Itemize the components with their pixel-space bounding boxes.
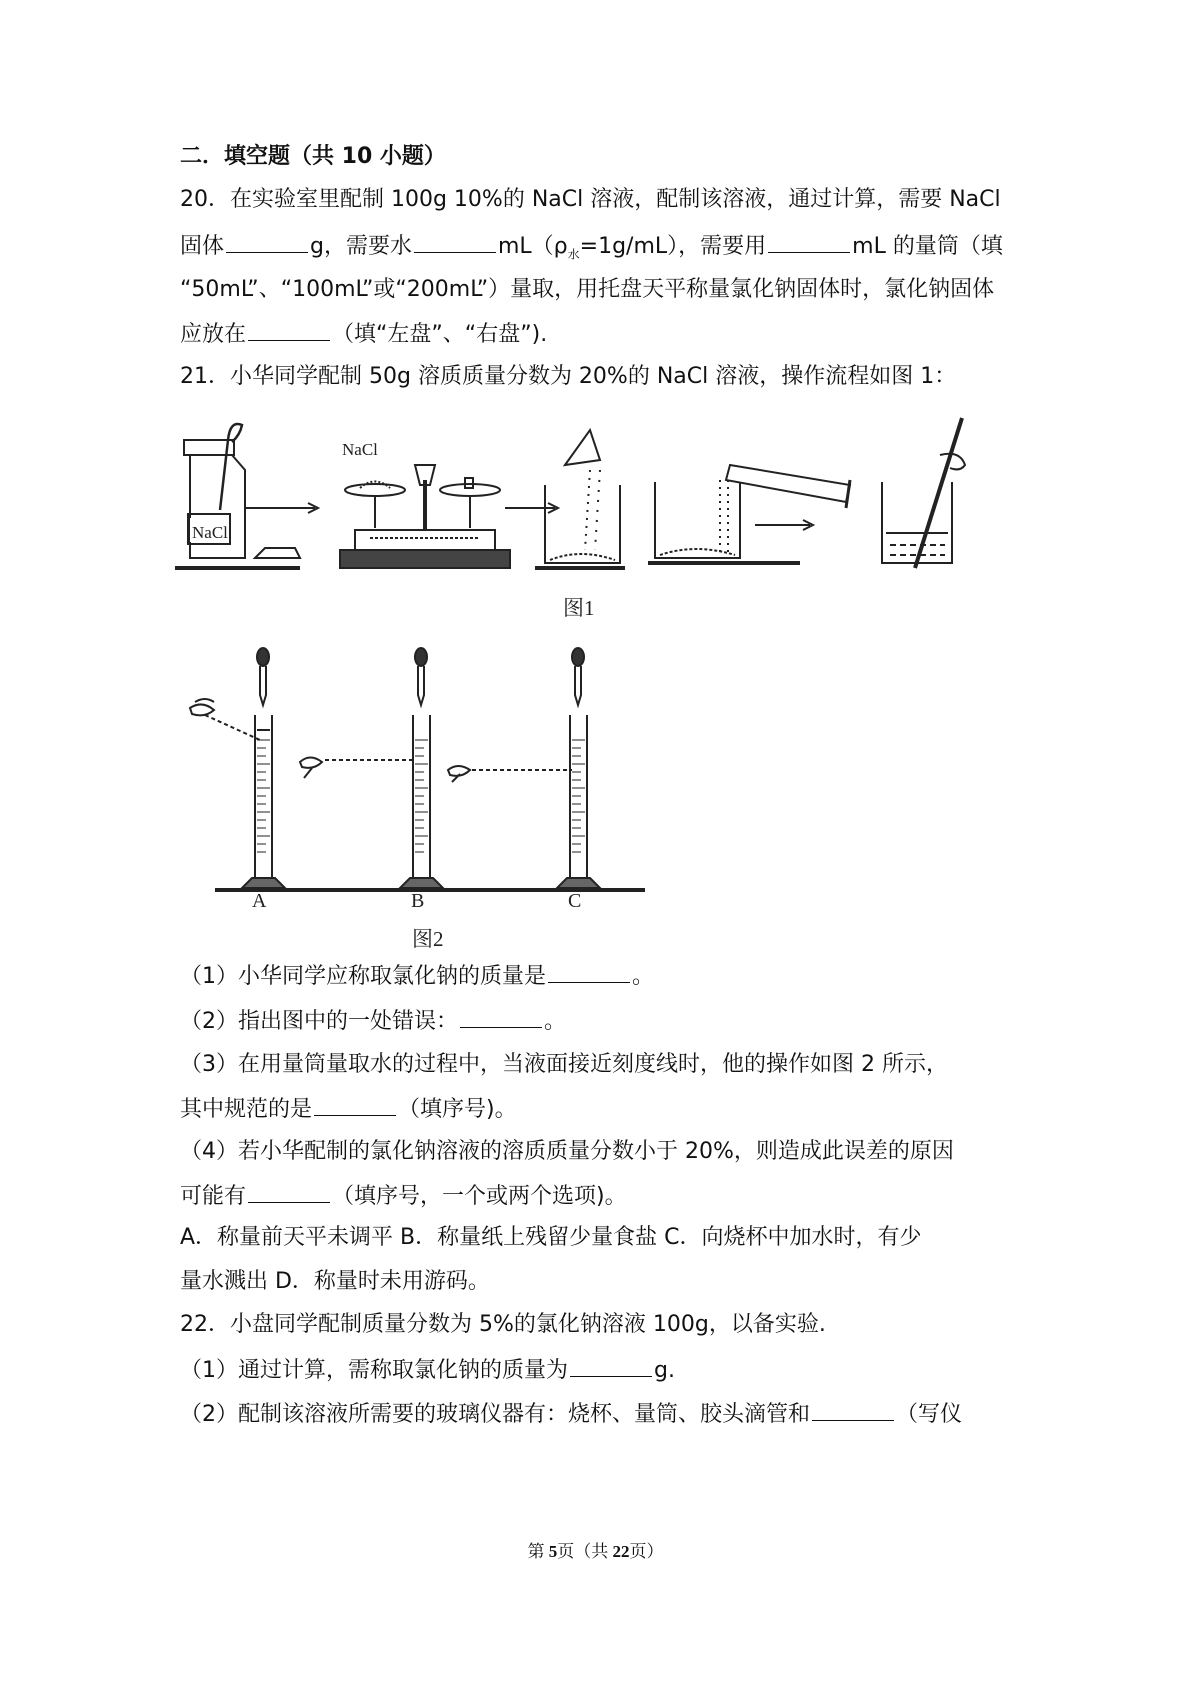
q21-part-4-line-2	[180, 1180, 1020, 1212]
answer-blank[interactable]	[314, 1093, 396, 1116]
text: mL 的量筒（填	[852, 234, 1003, 259]
text: mL（ρ	[497, 234, 568, 259]
text: g.	[654, 1358, 675, 1383]
label-a: A	[252, 890, 267, 912]
text: 可能有	[180, 1184, 247, 1209]
text: （写仪	[896, 1402, 963, 1427]
answer-blank[interactable]	[226, 230, 308, 253]
q22-part-1	[180, 1354, 1020, 1386]
label-c: C	[568, 890, 582, 912]
text: 页）	[629, 1542, 664, 1561]
subscript: 水	[567, 247, 580, 262]
reagent-bottle	[190, 455, 245, 558]
q21-part-2	[180, 1005, 1020, 1037]
page-footer	[0, 1537, 1191, 1562]
cylinder-c	[448, 648, 600, 888]
text: 其中规范的是	[180, 1097, 313, 1122]
q21-part-3-line-2	[180, 1093, 1020, 1125]
text: 。	[544, 1009, 567, 1034]
q21-part-1	[180, 960, 1020, 992]
figure-2-caption: 图2	[412, 927, 444, 951]
bottle-label: NaCl	[192, 523, 228, 542]
page-number: 5	[548, 1542, 558, 1561]
answer-blank[interactable]	[248, 1180, 330, 1203]
answer-blank[interactable]	[248, 318, 330, 341]
section-heading: 二．填空题（共 10 小题）	[180, 144, 446, 169]
q21-part-4-line-1: （4）若小华配制的氯化钠溶液的溶质质量分数小于 20%，则造成此误差的原因	[180, 1139, 954, 1164]
text: 应放在	[180, 322, 247, 347]
answer-blank[interactable]	[570, 1354, 652, 1377]
label-b: B	[411, 890, 425, 912]
answer-blank[interactable]	[414, 230, 496, 253]
text: （填序号)。	[398, 1097, 517, 1122]
q21-part-3-line-1: （3）在用量筒量取水的过程中，当液面接近刻度线时，他的操作如图 2 所示，	[180, 1052, 948, 1077]
q21-line-1: 21．小华同学配制 50g 溶质质量分数为 20%的 NaCl 溶液，操作流程如图 1：	[180, 364, 957, 389]
text: （2）指出图中的一处错误：	[180, 1009, 458, 1034]
text: （2）配制该溶液所需要的玻璃仪器有：烧杯、量筒、胶头滴管和	[180, 1402, 810, 1427]
figure-1-caption: 图1	[563, 596, 595, 620]
balance-label: NaCl	[342, 440, 378, 459]
text: （1）小华同学应称取氯化钠的质量是	[180, 964, 546, 989]
q21-options-line-1: A．称量前天平未调平 B．称量纸上残留少量食盐 C．向烧杯中加水时，有少	[180, 1225, 922, 1250]
text: 第	[527, 1542, 549, 1561]
text: =1g/mL），需要用	[579, 234, 767, 259]
q22-part-2	[180, 1398, 1020, 1430]
answer-blank[interactable]	[812, 1398, 894, 1421]
text: 页（共	[557, 1542, 613, 1561]
answer-blank[interactable]	[768, 230, 850, 253]
text: （填“左盘”、“右盘”).	[332, 322, 548, 347]
q20-line-1: 20．在实验室里配制 100g 10%的 NaCl 溶液，配制该溶液，通过计算，需要 NaCl	[180, 187, 1001, 212]
text: （填序号，一个或两个选项)。	[332, 1184, 627, 1209]
total-pages: 22	[612, 1542, 630, 1561]
cylinder-b	[300, 648, 443, 888]
answer-blank[interactable]	[460, 1005, 542, 1028]
figure-1-diagram	[170, 410, 1030, 585]
cylinder-a	[190, 648, 285, 888]
answer-blank[interactable]	[548, 960, 630, 983]
q21-options-line-2: 量水溅出 D．称量时未用游码。	[180, 1269, 490, 1294]
q20-line-2	[180, 230, 1020, 269]
q20-line-4	[180, 318, 1020, 350]
figure-2-diagram	[180, 630, 660, 910]
text: g，需要水	[310, 234, 412, 259]
q22-line-1: 22．小盘同学配制质量分数为 5%的氯化钠溶液 100g，以备实验.	[180, 1312, 826, 1337]
text: 。	[632, 964, 655, 989]
text: （1）通过计算，需称取氯化钠的质量为	[180, 1358, 568, 1383]
text: 固体	[180, 234, 225, 259]
q20-line-3: “50mL”、“100mL”或“200mL”）量取，用托盘天平称量氯化钠固体时，氯化钠固体	[180, 277, 995, 302]
